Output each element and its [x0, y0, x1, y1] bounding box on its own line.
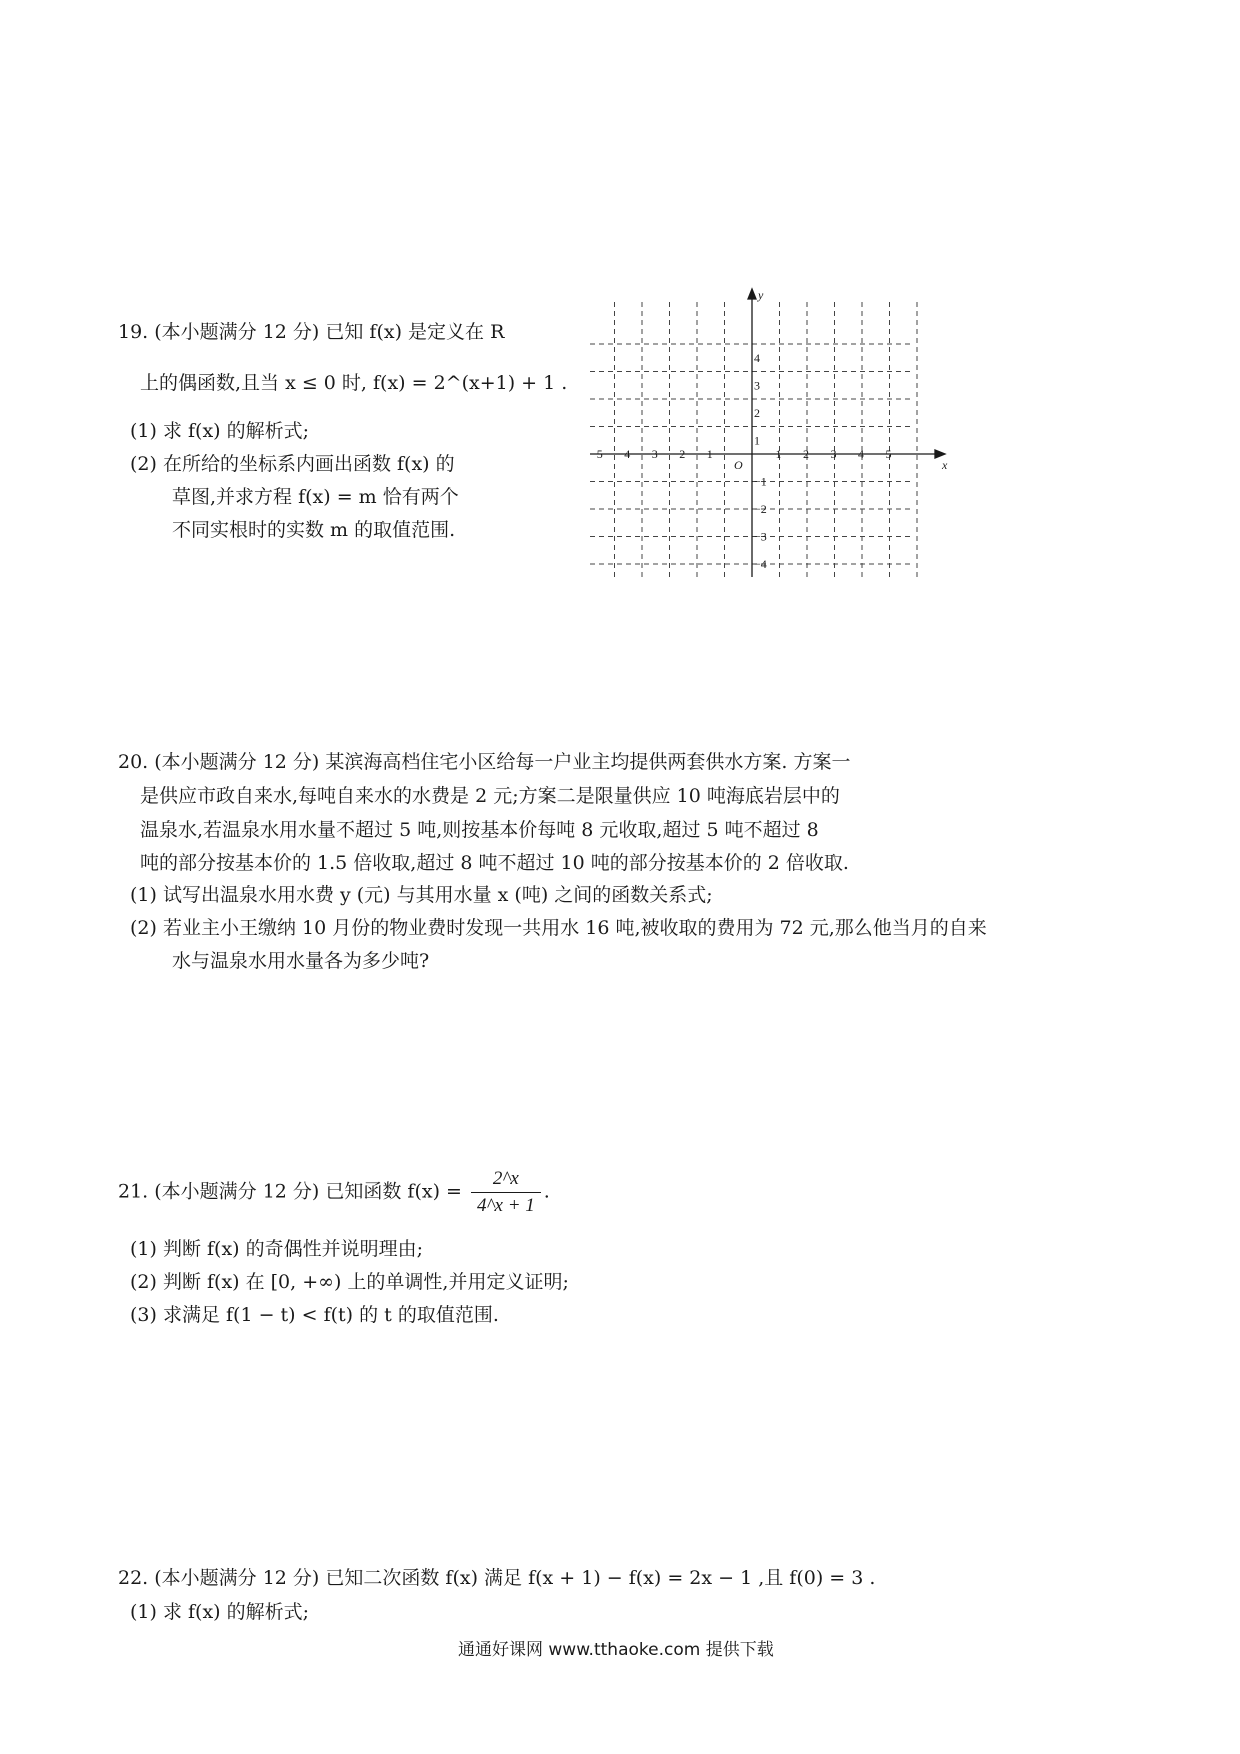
axes: [590, 289, 945, 577]
origin-label: O: [734, 458, 743, 472]
x-tick-label: −3: [645, 447, 658, 461]
x-axis-label: x: [942, 458, 948, 472]
y-tick-label: −3: [754, 529, 767, 544]
q20-line-1: 20. (本小题满分 12 分) 某滨海高档住宅小区给每一户业主均提供两套供水方案. 方案一: [118, 751, 851, 773]
q19-part-2-line-2: 草图,并求方程 f(x) = m 恰有两个: [172, 486, 459, 508]
q20-line-4: 吨的部分按基本价的 1.5 倍收取,超过 8 吨不超过 10 吨的部分按基本价的 2 倍收取.: [140, 852, 849, 874]
q21-part-3: (3) 求满足 f(1 − t) < f(t) 的 t 的取值范围.: [130, 1304, 499, 1326]
y-axis-arrow: [748, 289, 756, 299]
x-tick-label: 4: [858, 447, 864, 461]
q22-line-1: 22. (本小题满分 12 分) 已知二次函数 f(x) 满足 f(x + 1) − f(x) = 2x − 1 ,且 f(0) = 3 .: [118, 1567, 876, 1589]
q21-part-1: (1) 判断 f(x) 的奇偶性并说明理由;: [130, 1238, 424, 1260]
y-tick-label: 4: [754, 351, 760, 365]
x-axis-arrow: [935, 450, 945, 458]
y-tick-label: −4: [754, 557, 767, 571]
y-tick-label: 3: [754, 378, 760, 393]
x-tick-label: −1: [700, 447, 713, 461]
q21-line-1: 21. (本小题满分 12 分) 已知函数 f(x) = $\frac{2\^{}x}{4\^{}x + 1}$ .: [118, 1168, 550, 1216]
coordinate-grid: [590, 287, 950, 587]
x-tick-label: −5: [590, 447, 603, 461]
q19-line-2: 上的偶函数,且当 x ≤ 0 时, f(x) = 2^(x+1) + 1 .: [140, 372, 568, 394]
y-tick-labels: [754, 351, 767, 571]
q20-part-2-line-1: (2) 若业主小王缴纳 10 月份的物业费时发现一共用水 16 吨,被收取的费用为 72 元,那么他当月的自来: [130, 917, 987, 939]
q20-line-2: 是供应市政自来水,每吨自来水的水费是 2 元;方案二是限量供应 10 吨海底岩层中的: [140, 785, 840, 807]
y-axis-label: y: [758, 288, 764, 302]
x-tick-label: 1: [775, 447, 782, 461]
q19-part-1: (1) 求 f(x) 的解析式;: [130, 420, 310, 442]
q20-part-1: (1) 试写出温泉水用水费 y (元) 与其用水量 x (吨) 之间的函数关系式;: [130, 884, 713, 906]
q21-prefix: 21. (本小题满分 12 分) 已知函数 f(x) =: [118, 1180, 462, 1203]
q19-line-1: 19. (本小题满分 12 分) 已知 f(x) 是定义在 R: [118, 321, 505, 343]
y-tick-label: −2: [754, 502, 767, 516]
x-tick-label: −4: [617, 447, 631, 461]
q19-part-2-line-1: (2) 在所给的坐标系内画出函数 f(x) 的: [130, 453, 455, 475]
x-tick-label: −2: [672, 447, 686, 461]
q20-part-2-line-2: 水与温泉水用水量各为多少吨?: [172, 950, 430, 972]
y-tick-label: −1: [754, 474, 767, 489]
y-tick-label: 2: [754, 406, 760, 420]
y-tick-label: 1: [754, 433, 760, 448]
q21-fraction-numerator: 2^x: [471, 1168, 541, 1193]
x-tick-label: 2: [803, 447, 809, 461]
q22-part-1: (1) 求 f(x) 的解析式;: [130, 1601, 310, 1623]
q19-part-2-line-3: 不同实根时的实数 m 的取值范围.: [172, 519, 456, 541]
q21-fraction-denominator: 4^x + 1: [477, 1195, 535, 1216]
footer-text: 通通好课网 www.tthaoke.com 提供下载: [458, 1640, 774, 1660]
q21-fraction: [471, 1168, 541, 1217]
x-tick-label: 5: [885, 447, 892, 461]
q20-line-3: 温泉水,若温泉水用水量不超过 5 吨,则按基本价每吨 8 元收取,超过 5 吨不超过 8: [140, 819, 819, 841]
q21-part-2: (2) 判断 f(x) 在 [0, +∞) 上的单调性,并用定义证明;: [130, 1271, 569, 1293]
x-tick-label: 3: [830, 447, 837, 461]
